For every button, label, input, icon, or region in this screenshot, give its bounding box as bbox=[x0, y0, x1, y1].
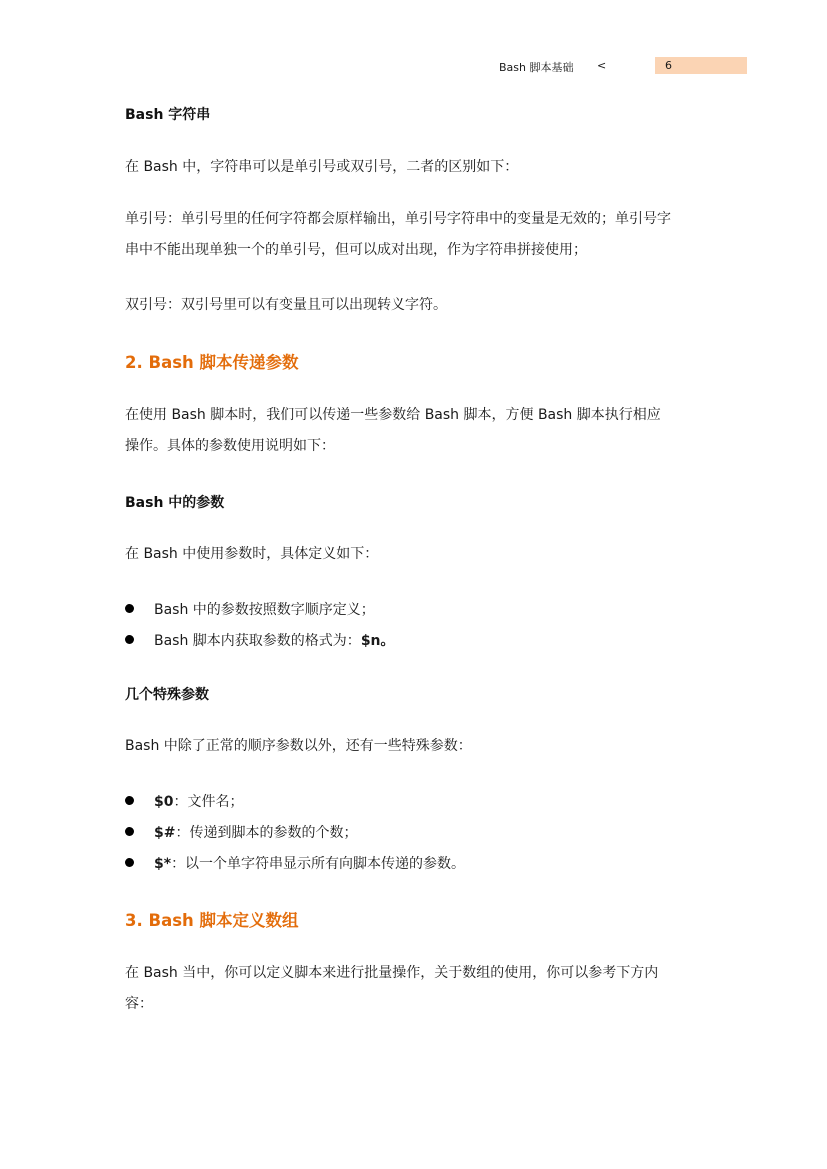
page-number: 6 bbox=[665, 59, 672, 72]
params-intro: 在 Bash 中使用参数时，具体定义如下： bbox=[125, 546, 379, 562]
bullet-dot-icon bbox=[125, 827, 134, 836]
section-3-line-1: 在 Bash 当中，你可以定义脚本来进行批量操作，关于数组的使用，你可以参考下方内 bbox=[125, 965, 659, 981]
section-2-line-1: 在使用 Bash 脚本时，我们可以传递一些参数给 Bash 脚本，方便 Bash 脚本执行相应 bbox=[125, 407, 661, 423]
double-quote-paragraph: 双引号：双引号里可以有变量且可以出现转义字符。 bbox=[125, 297, 447, 313]
strings-heading: Bash 字符串 bbox=[125, 107, 211, 123]
section-2-heading: 2. Bash 脚本传递参数 bbox=[125, 353, 299, 372]
section-3-line-2: 容： bbox=[125, 996, 153, 1012]
page-header bbox=[0, 57, 827, 75]
page-number-box bbox=[655, 57, 747, 74]
section-3-heading: 3. Bash 脚本定义数组 bbox=[125, 911, 299, 930]
bullet-dot-icon bbox=[125, 604, 134, 613]
strings-intro: 在 Bash 中，字符串可以是单引号或双引号，二者的区别如下： bbox=[125, 159, 519, 175]
bullet-dot-icon bbox=[125, 796, 134, 805]
bullet-dot-icon bbox=[125, 858, 134, 867]
params-heading: Bash 中的参数 bbox=[125, 495, 225, 511]
section-2-line-2: 操作。具体的参数使用说明如下： bbox=[125, 438, 335, 454]
special-params-heading: 几个特殊参数 bbox=[125, 687, 209, 703]
header-title: Bash 脚本基础 bbox=[499, 61, 574, 74]
single-quote-line-2: 串中不能出现单独一个的单引号，但可以成对出现，作为字符串拼接使用； bbox=[125, 242, 587, 258]
single-quote-line-1: 单引号：单引号里的任何字符都会原样输出，单引号字符串中的变量是无效的；单引号字 bbox=[125, 211, 671, 227]
bullet-dot-icon bbox=[125, 635, 134, 644]
special-params-intro: Bash 中除了正常的顺序参数以外，还有一些特殊参数： bbox=[125, 738, 472, 754]
chevron-left-icon: < bbox=[597, 59, 607, 72]
